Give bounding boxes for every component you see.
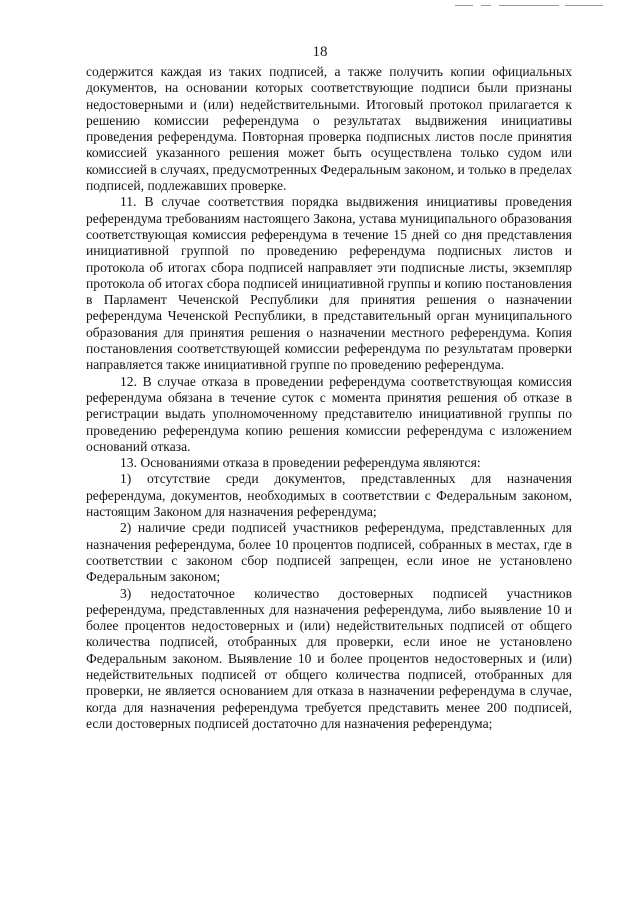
scan-artifact-marks	[455, 4, 605, 8]
document-body	[86, 64, 572, 732]
paragraph-item-13: 13. Основаниями отказа в проведении референдума являются:	[120, 455, 481, 471]
page-number: 18	[312, 44, 328, 60]
paragraph-continuation: содержится каждая из таких подписей, а также получить копии официальных документов, на основании которых соответствующие подписи были признаны недостоверными и (или) недействительными. Итоговый протокол прилагается к решению комиссии референдума о результатах выдвижения инициативы проведения референдума. Повторная проверка подписных листов после принятия комиссией указанного решения может быть осуществлена только судом или комиссией в случаях, предусмотренных Федеральным законом, и только в пределах подписей, подлежавших проверке.	[86, 64, 572, 194]
paragraph-subitem-1: 1) отсутствие среди документов, представленных для назначения референдума, документов, необходимых в соответствии с Федеральным законом, настоящим Законом для назначения референдума;	[86, 471, 572, 520]
paragraph-subitem-3: 3) недостаточное количество достоверных подписей участников референдума, представленных для назначения референдума, либо выявление 10 и более процентов недостоверных и (или) недействительных подписей от общего количества подписей, отобранных для проверки, если иное не установлено Федеральным законом. Выявление 10 и более процентов недостоверных и (или) недействительных подписей от общего количества подписей, отобранных для проверки, не является основанием для отказа в назначении референдума в случае, когда для назначения референдума требуется представить менее 200 подписей, если достоверных подписей достаточно для назначения референдума;	[86, 585, 572, 731]
paragraph-item-12: 12. В случае отказа в проведении референдума соответствующая комиссия референдума обязана в течение суток с момента принятия решения об отказе в регистрации выдать уполномоченному представителю инициативной группы по проведению референдума копию решения комиссии референдума с изложением оснований отказа.	[86, 373, 572, 454]
paragraph-subitem-2: 2) наличие среди подписей участников референдума, представленных для назначения референдума, более 10 процентов подписей, собранных в местах, где в соответствии с законом сбор подписей запрещен, если иное не установлено Федеральным законом;	[86, 520, 572, 585]
paragraph-item-11: 11. В случае соответствия порядка выдвижения инициативы проведения референдума требованиям настоящего Закона, устава муниципального образования соответствующая комиссия референдума в течение 15 дней со дня представления инициативной группой по проведению референдума подписных листов и протокола об итогах сбора подписей направляет эти подписные листы, экземпляр протокола об итогах сбора подписей инициативной группы и копию постановления в Парламент Чеченской Республики для принятия решения о назначении референдума Чеченской Республики, в представительный орган муниципального образования для принятия решения о назначении местного референдума. Копия постановления соответствующей комиссии референдума по результатам проверки направляется также инициативной группе по проведению референдума.	[86, 194, 572, 373]
